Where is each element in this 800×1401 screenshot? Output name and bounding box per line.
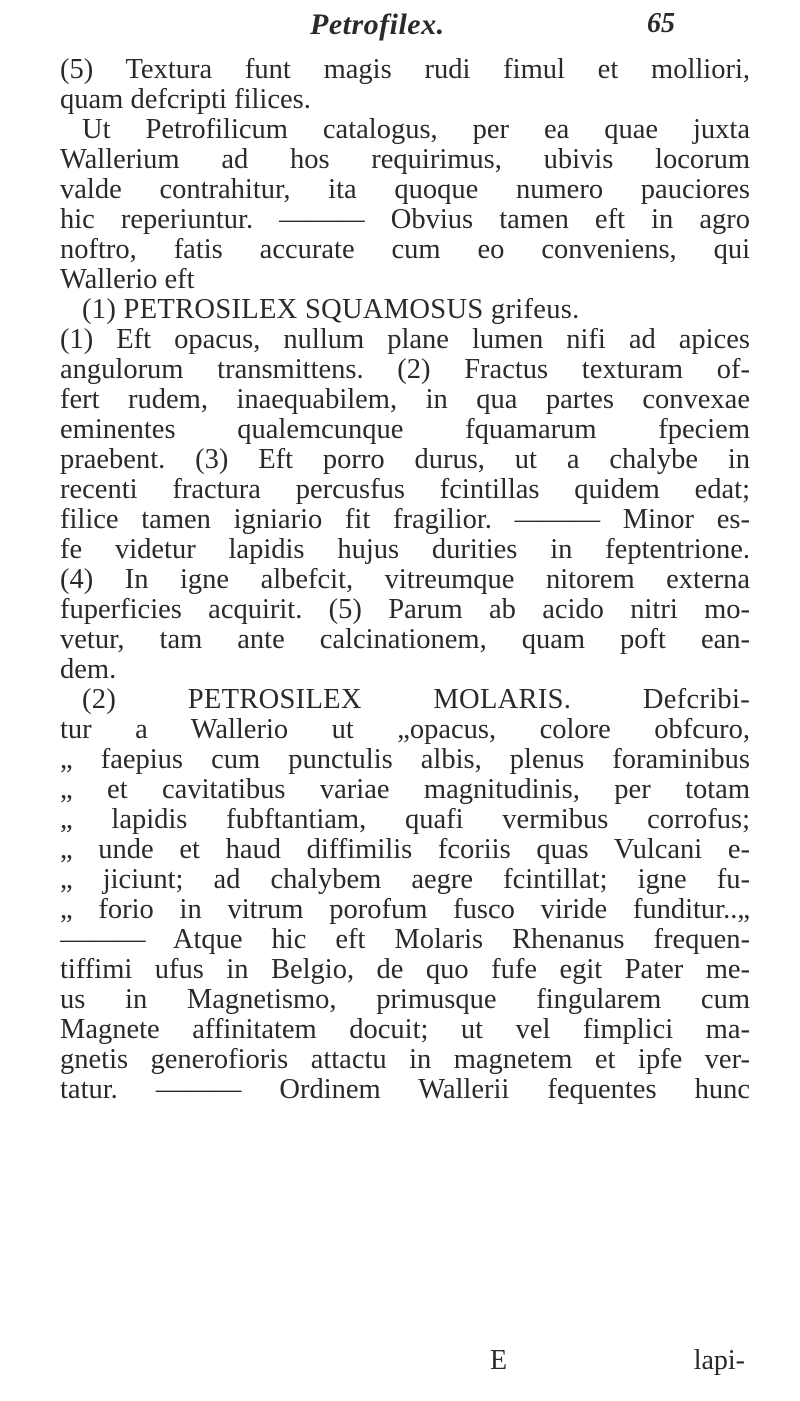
section-heading-petrosilex-molaris: (2) PETROSILEX MOLARIS. Defcribi- (82, 685, 750, 715)
section-heading-petrosilex-squamosus: (1) PETROSILEX SQUAMOSUS grifeus. (82, 295, 580, 325)
page-header (250, 8, 675, 48)
text-line: „ lapidis fubftantiam, quafi vermibus corrofus; (60, 805, 750, 835)
text-line: „ unde et haud diffimilis fcoriis quas Vulcani e- (60, 835, 750, 865)
text-line: tatur. ——— Ordinem Wallerii fequentes hunc (60, 1075, 750, 1105)
page-footer (60, 1345, 750, 1385)
text-line: (1) Eft opacus, nullum plane lumen nifi ad apices (60, 325, 750, 355)
text-line: „ forio in vitrum porofum fusco viride funditur..„ (60, 895, 750, 925)
body-text (60, 55, 750, 1105)
text-line: tur a Wallerio ut „opacus, colore obfcuro, (60, 715, 750, 745)
text-line: quam defcripti filices. (60, 85, 311, 115)
text-line: recenti fractura percusfus fcintillas quidem edat; (60, 475, 750, 505)
text-line: dem. (60, 655, 117, 685)
text-line: fert rudem, inaequabilem, in qua partes convexae (60, 385, 750, 415)
text-line: filice tamen igniario fit fragilior. ——— Minor es- (60, 505, 750, 535)
text-line: hic reperiuntur. ——— Obvius tamen eft in agro (60, 205, 750, 235)
text-line: praebent. (3) Eft porro durus, ut a chalybe in (60, 445, 750, 475)
running-title: Petrofilex. (310, 8, 445, 41)
text-line: (4) In igne albefcit, vitreumque nitorem externa (60, 565, 750, 595)
page-number: 65 (647, 8, 675, 39)
text-line: vetur, tam ante calcinationem, quam poft ean- (60, 625, 750, 655)
text-line: Ut Petrofilicum catalogus, per ea quae juxta (82, 115, 750, 145)
text-line: valde contrahitur, ita quoque numero pauciores (60, 175, 750, 205)
text-line: (5) Textura funt magis rudi fimul et molliori, (60, 55, 750, 85)
text-line: tiffimi ufus in Belgio, de quo fufe egit Pater me- (60, 955, 750, 985)
text-line: Wallerium ad hos requirimus, ubivis locorum (60, 145, 750, 175)
text-line: fe videtur lapidis hujus durities in feptentrione. (60, 535, 750, 565)
text-line: ——— Atque hic eft Molaris Rhenanus frequen- (60, 925, 750, 955)
text-line: us in Magnetismo, primusque fingularem cum (60, 985, 750, 1015)
text-line: Magnete affinitatem docuit; ut vel fimplici ma- (60, 1015, 750, 1045)
text-line: eminentes qualemcunque fquamarum fpeciem (60, 415, 750, 445)
text-line: angulorum transmittens. (2) Fractus texturam of- (60, 355, 750, 385)
text-line: gnetis generofioris attactu in magnetem et ipfe ver- (60, 1045, 750, 1075)
signature-mark: E (490, 1345, 508, 1376)
catchword: lapi- (693, 1345, 745, 1376)
text-line: Wallerio eft (60, 265, 195, 295)
text-line: „ jiciunt; ad chalybem aegre fcintillat; igne fu- (60, 865, 750, 895)
text-line: „ et cavitatibus variae magnitudinis, per totam (60, 775, 750, 805)
text-line: „ faepius cum punctulis albis, plenus foraminibus (60, 745, 750, 775)
text-line: fuperficies acquirit. (5) Parum ab acido nitri mo- (60, 595, 750, 625)
text-line: noftro, fatis accurate cum eo conveniens, qui (60, 235, 750, 265)
